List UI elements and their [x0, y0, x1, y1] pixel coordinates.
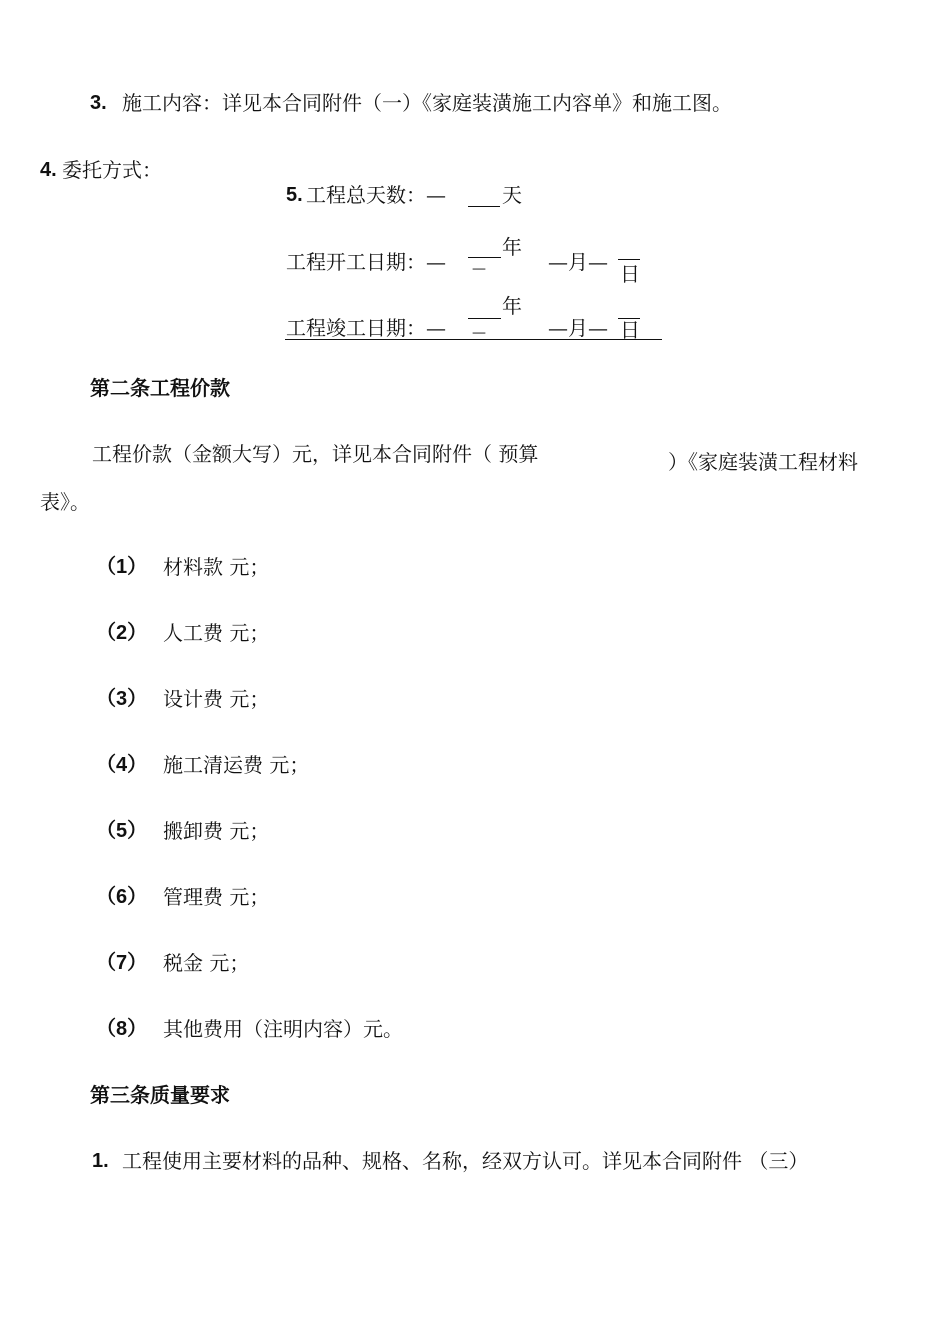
price-paragraph-line1-end: ）《家庭装潢工程材料 [668, 450, 858, 474]
start-year-blank [468, 257, 501, 258]
start-day-unit: 日 [620, 262, 640, 286]
start-month: —月— [548, 250, 608, 274]
section-2-heading: 第二条工程价款 [90, 376, 230, 400]
total-days-blank [468, 206, 500, 207]
cost-item-number: （4） [96, 754, 148, 776]
end-date-label: 工程竣工日期：— [286, 316, 446, 340]
end-month: —月— [548, 316, 608, 340]
cost-item-number: （6） [96, 886, 148, 908]
cost-item-tax: 税金 元； [163, 951, 250, 975]
cost-item-moving: 搬卸费 元； [163, 819, 270, 843]
cost-item-number: （3） [96, 688, 148, 710]
cost-item-design: 设计费 元； [163, 687, 270, 711]
end-year-unit: 年 [502, 294, 522, 318]
item-4-number: 4. [40, 159, 57, 181]
end-year-blank [468, 318, 501, 319]
cost-item-number: （2） [96, 622, 148, 644]
cost-item-materials: 材料款 元； [163, 555, 270, 579]
start-year-unit: 年 [502, 235, 522, 259]
price-paragraph-line1: 工程价款（金额大写）元，详见本合同附件（ 预算 [92, 442, 539, 466]
end-date-underline [285, 339, 662, 340]
item-3-text: 施工内容：详见本合同附件（一）《家庭装潢施工内容单》和施工图。 [122, 91, 732, 115]
start-date-label: 工程开工日期：— [286, 250, 446, 274]
start-day-blank [618, 259, 640, 260]
quality-item-1-number: 1. [92, 1150, 109, 1172]
item-5-number: 5. [286, 184, 303, 206]
cost-item-number: （5） [96, 820, 148, 842]
cost-item-other: 其他费用（注明内容）元。 [163, 1017, 403, 1041]
cost-item-management: 管理费 元； [163, 885, 270, 909]
cost-item-number: （1） [96, 556, 148, 578]
cost-item-number: （8） [96, 1018, 148, 1040]
price-paragraph-line2: 表》。 [40, 490, 90, 514]
end-day-unit: 日 [620, 318, 640, 342]
cost-item-labor: 人工费 元； [163, 621, 270, 645]
cost-item-number: （7） [96, 952, 148, 974]
quality-item-1-text: 工程使用主要材料的品种、规格、名称，经双方认可。详见本合同附件 （三） [122, 1149, 809, 1173]
total-days-label: 工程总天数：— [306, 183, 446, 207]
section-3-heading: 第三条质量要求 [90, 1083, 230, 1107]
total-days-unit: 天 [502, 183, 522, 207]
item-4-text: 委托方式： [62, 158, 162, 182]
end-year-dash: — [472, 325, 486, 341]
cost-item-cleanup: 施工清运费 元； [163, 753, 310, 777]
item-3-number: 3. [90, 92, 107, 114]
start-year-dash: — [472, 261, 486, 277]
